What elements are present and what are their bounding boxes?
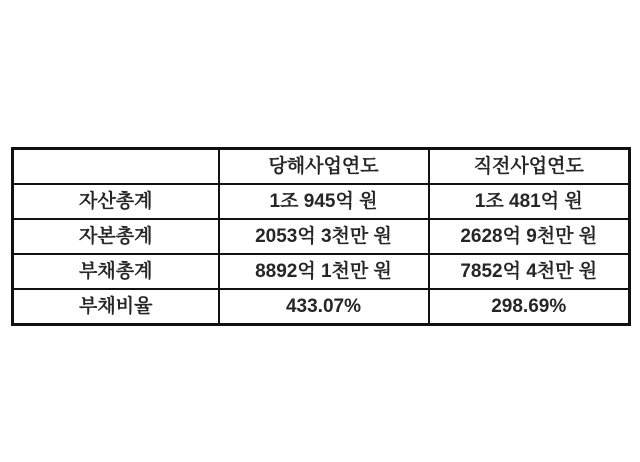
row-label-total-assets: 자산총계 <box>13 184 219 219</box>
header-cell-empty <box>13 149 219 185</box>
row-label-total-equity: 자본총계 <box>13 219 219 254</box>
financial-summary-table <box>11 147 631 326</box>
table-row-total-equity <box>13 219 630 254</box>
total-assets-current-value: 1조 945억 원 <box>219 184 429 219</box>
row-label-debt-ratio: 부채비율 <box>13 289 219 325</box>
debt-ratio-current-value: 433.07% <box>219 289 429 325</box>
table-row-total-assets <box>13 184 630 219</box>
table-header-row <box>13 149 630 185</box>
row-label-total-liabilities: 부채총계 <box>13 254 219 289</box>
total-equity-current-value: 2053억 3천만 원 <box>219 219 429 254</box>
total-assets-previous-value: 1조 481억 원 <box>429 184 630 219</box>
total-liabilities-current-value: 8892억 1천만 원 <box>219 254 429 289</box>
header-cell-current-fiscal-year: 당해사업연도 <box>219 149 429 185</box>
table-row-total-liabilities <box>13 254 630 289</box>
table-row-debt-ratio <box>13 289 630 325</box>
debt-ratio-previous-value: 298.69% <box>429 289 630 325</box>
header-cell-previous-fiscal-year: 직전사업연도 <box>429 149 630 185</box>
total-liabilities-previous-value: 7852억 4천만 원 <box>429 254 630 289</box>
total-equity-previous-value: 2628억 9천만 원 <box>429 219 630 254</box>
